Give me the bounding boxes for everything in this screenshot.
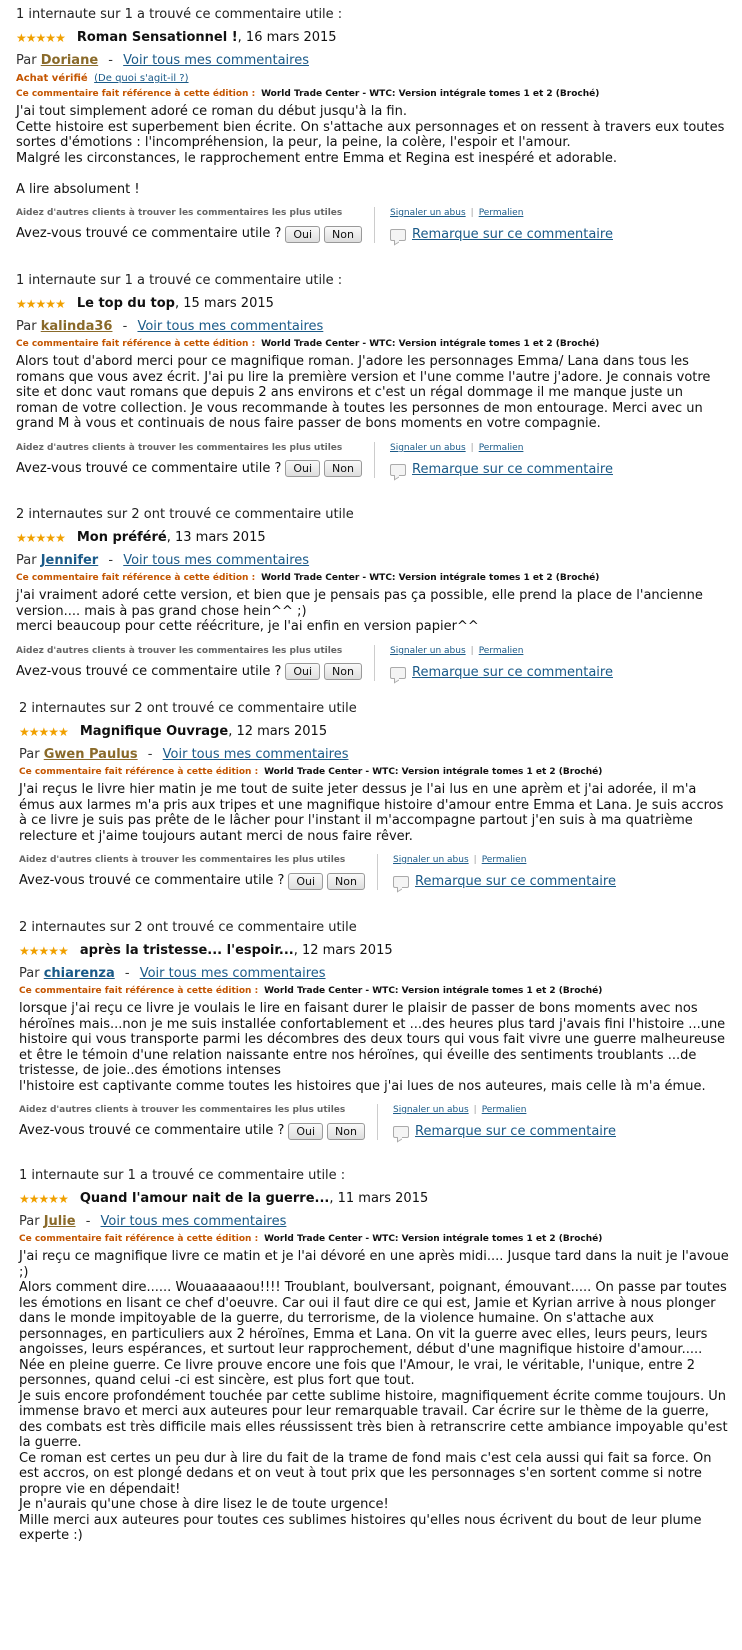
star-rating	[19, 945, 68, 957]
abuse-links	[393, 854, 723, 867]
star-icon: ★	[58, 944, 68, 958]
vote-area	[16, 645, 728, 685]
no-button[interactable]: Non	[324, 226, 362, 243]
remark-link[interactable]: Remarque sur ce commentaire	[415, 874, 616, 889]
vote-left	[16, 442, 378, 479]
yes-button[interactable]: Oui	[285, 460, 320, 477]
review-date: , 12 mars 2015	[293, 943, 393, 958]
byline	[16, 52, 728, 70]
vote-question-row	[16, 662, 378, 682]
separator: -	[124, 966, 130, 981]
edition-info	[16, 338, 728, 351]
comment-icon	[390, 667, 406, 679]
review-date: , 13 mars 2015	[166, 530, 266, 545]
review-title: Le top du top	[76, 296, 175, 311]
byline	[19, 965, 731, 983]
edition-label: Ce commentaire fait référence à cette édition :	[19, 1234, 259, 1244]
author-link[interactable]: Julie	[43, 1214, 76, 1229]
star-icon: ★	[55, 531, 65, 545]
by-label: Par	[16, 53, 37, 68]
yes-button[interactable]: Oui	[288, 1123, 323, 1140]
edition-value: World Trade Center - WTC: Version intégrale tomes 1 et 2 (Broché)	[261, 573, 600, 583]
star-icon: ★	[35, 297, 46, 311]
star-rating	[19, 726, 68, 738]
star-icon: ★	[16, 297, 26, 311]
verified-info-link[interactable]: (De quoi s'agit-il ?)	[94, 73, 189, 84]
star-icon: ★	[48, 1192, 59, 1206]
review-body: Alors tout d'abord merci pour ce magnifique roman. J'adore les personnages Emma/ Lana dans tous les romans que vous avez écrit. J'ai pu lire la première version et l'une comme l'autre j'adore. Je connais votre site et donc vaut romans que depuis 2 ans environs et c'est un régal dommage il me manque juste un roman de votre collection. Je vous recommande à toutes les personnes de mon entourage. Merci avec un grand M à vous et continuais de nous faire passer de bons moments en votre compagnie.	[16, 354, 711, 431]
see-all-reviews-link[interactable]: Voir tous mes commentaires	[139, 966, 326, 981]
star-icon: ★	[16, 31, 26, 45]
report-abuse-link[interactable]: Signaler un abus	[390, 208, 466, 218]
yes-button[interactable]: Oui	[288, 873, 323, 890]
remark-row	[390, 461, 720, 479]
star-icon: ★	[19, 725, 29, 739]
separator: -	[108, 553, 114, 568]
help-others-text: Aidez d'autres clients à trouver les commentaires les plus utiles	[19, 855, 346, 865]
review-body: lorsque j'ai reçu ce livre je voulais le lire en faisant durer le plaisir de passer de bons moments avec nos héroïnes mais...non je me suis installée confortablement et ...des heures plus tard j'avais fini l'histoire ...une histoire qui vous transporte parmi les décombres des deux tours qui vous fait vivre une guerre malheureuse et être le témoin d'une relation naissante entre nos héroïnes, qui éveille des sentiments troublants ...de tristesse, de joie..des émotions intenses l'histoire est captivante comme toutes les histoires que j'ai lues de nos auteures, mais celle là m'a émue.	[19, 1001, 726, 1094]
verified-purchase	[16, 72, 728, 86]
star-icon: ★	[28, 1192, 39, 1206]
byline	[19, 746, 731, 764]
report-abuse-link[interactable]: Signaler un abus	[390, 442, 466, 453]
review-title-row	[19, 942, 731, 960]
comment-icon	[393, 1126, 409, 1138]
abuse-links	[393, 1104, 723, 1117]
abuse-links	[390, 207, 720, 220]
star-rating	[16, 298, 65, 310]
no-button[interactable]: Non	[324, 460, 362, 477]
vote-left	[16, 645, 378, 682]
review-date: , 16 mars 2015	[237, 30, 337, 45]
review-title-row	[16, 295, 728, 313]
review-title-row	[16, 29, 728, 47]
helpful-count: 1 internaute sur 1 a trouvé ce commentaire utile :	[16, 273, 343, 288]
no-button[interactable]: Non	[324, 663, 362, 680]
star-icon: ★	[55, 297, 65, 311]
help-others-text: Aidez d'autres clients à trouver les commentaires les plus utiles	[16, 442, 343, 453]
star-icon: ★	[35, 531, 46, 545]
vertical-divider	[374, 207, 375, 243]
review-title: Magnifique Ouvrage	[79, 724, 229, 739]
report-abuse-link[interactable]: Signaler un abus	[393, 855, 469, 865]
vertical-divider	[377, 854, 378, 890]
star-icon: ★	[25, 297, 36, 311]
star-icon: ★	[35, 31, 46, 45]
vote-area	[19, 1104, 731, 1144]
edition-info	[19, 766, 731, 779]
by-label: Par	[16, 319, 37, 334]
abuse-links	[390, 442, 720, 455]
vote-question-row	[19, 1121, 381, 1141]
separator: -	[85, 1214, 91, 1229]
vertical-divider	[374, 442, 375, 478]
byline	[16, 318, 728, 336]
star-icon: ★	[45, 297, 56, 311]
by-label: Par	[16, 553, 37, 568]
yes-button[interactable]: Oui	[285, 226, 320, 243]
pipe-separator: |	[473, 1105, 477, 1115]
star-icon: ★	[45, 531, 56, 545]
vote-area	[19, 854, 731, 894]
vote-left	[16, 207, 378, 244]
vote-question-row	[19, 871, 381, 891]
edition-label: Ce commentaire fait référence à cette édition :	[19, 767, 259, 777]
edition-info	[19, 1233, 731, 1246]
star-icon: ★	[58, 725, 68, 739]
comment-icon	[390, 229, 406, 241]
by-label: Par	[19, 747, 40, 762]
separator: -	[108, 53, 113, 68]
remark-row	[393, 873, 723, 891]
author-link[interactable]: chiarenza	[43, 966, 115, 981]
report-abuse-link[interactable]: Signaler un abus	[393, 1105, 469, 1115]
star-icon: ★	[58, 1192, 68, 1206]
edition-label: Ce commentaire fait référence à cette édition :	[16, 89, 256, 99]
byline	[16, 552, 728, 570]
pipe-separator: |	[470, 442, 474, 453]
vote-question: Avez-vous trouvé ce commentaire utile ?	[19, 1123, 285, 1138]
review-title: Roman Sensationnel !	[76, 30, 238, 45]
no-button[interactable]: Non	[327, 1123, 365, 1140]
review-title-row	[19, 1190, 731, 1208]
review-title-row	[19, 723, 731, 741]
see-all-reviews-link[interactable]: Voir tous mes commentaires	[123, 53, 309, 68]
star-icon: ★	[19, 944, 29, 958]
verified-label: Achat vérifié	[16, 73, 88, 84]
star-icon: ★	[38, 944, 49, 958]
vote-left	[19, 1104, 381, 1141]
edition-info	[16, 572, 728, 585]
author-link[interactable]: Jennifer	[40, 553, 99, 568]
star-icon: ★	[48, 944, 59, 958]
star-icon: ★	[28, 944, 39, 958]
pipe-separator: |	[470, 208, 474, 218]
abuse-links	[390, 645, 720, 658]
vote-question: Avez-vous trouvé ce commentaire utile ?	[16, 460, 282, 476]
edition-value: World Trade Center - WTC: Version intégrale tomes 1 et 2 (Broché)	[261, 89, 600, 99]
vertical-divider	[374, 645, 375, 681]
permalink-link[interactable]: Permalien	[478, 645, 524, 656]
review	[19, 919, 731, 1144]
edition-value: World Trade Center - WTC: Version intégrale tomes 1 et 2 (Broché)	[264, 986, 603, 996]
vote-question-row	[16, 459, 378, 479]
edition-value: World Trade Center - WTC: Version intégrale tomes 1 et 2 (Broché)	[264, 767, 603, 777]
vertical-divider	[377, 1104, 378, 1140]
vote-question-row	[16, 224, 378, 244]
review	[16, 6, 728, 247]
remark-row	[393, 1123, 723, 1141]
no-button[interactable]: Non	[327, 873, 365, 890]
vote-area	[16, 442, 728, 482]
star-rating	[19, 1193, 68, 1205]
permalink-link[interactable]: Permalien	[478, 442, 524, 453]
remark-link[interactable]: Remarque sur ce commentaire	[412, 227, 613, 242]
see-all-reviews-link[interactable]: Voir tous mes commentaires	[137, 319, 324, 334]
star-icon: ★	[55, 31, 65, 45]
helpful-count: 2 internautes sur 2 ont trouvé ce commentaire utile	[19, 920, 357, 935]
help-others-text: Aidez d'autres clients à trouver les commentaires les plus utiles	[19, 1105, 346, 1115]
edition-info	[19, 985, 731, 998]
review-body: J'ai reçus le livre hier matin je me tout de suite jeter dessus je l'ai lus en une aprèm et j'ai adorée, il m'a émus aux larmes m'a pris aux tripes et une magnifique histoire d'amour entre Emma et Lana. Je suis accros à ce livre je suis pas prête de le lâcher pour l'instant il m'accompagne partout j'en suis à ma quatrième relecture et j'aime toujours autant merci de nous faire rêver.	[19, 782, 724, 844]
helpful-count: 1 internaute sur 1 a trouvé ce commentaire utile :	[16, 7, 343, 22]
vote-right	[390, 442, 720, 479]
star-icon: ★	[19, 1192, 29, 1206]
by-label: Par	[19, 966, 40, 981]
byline	[19, 1213, 731, 1231]
see-all-reviews-link[interactable]: Voir tous mes commentaires	[123, 553, 310, 568]
permalink-link[interactable]: Permalien	[481, 855, 527, 865]
star-icon: ★	[25, 31, 36, 45]
review-title: Mon préféré	[76, 530, 167, 545]
see-all-reviews-link[interactable]: Voir tous mes commentaires	[162, 747, 349, 762]
edition-value: World Trade Center - WTC: Version intégrale tomes 1 et 2 (Broché)	[261, 339, 600, 349]
see-all-reviews-link[interactable]: Voir tous mes commentaires	[100, 1214, 287, 1229]
review-title: après la tristesse... l'espoir...	[79, 943, 294, 958]
remark-link[interactable]: Remarque sur ce commentaire	[415, 1124, 616, 1139]
vote-right	[393, 1104, 723, 1141]
helpful-count: 2 internautes sur 2 ont trouvé ce commentaire utile	[19, 701, 357, 716]
pipe-separator: |	[470, 645, 474, 656]
author-link[interactable]: Doriane	[40, 53, 99, 68]
review-date: , 15 mars 2015	[174, 296, 274, 311]
author-link[interactable]: kalinda36	[40, 319, 113, 334]
remark-link[interactable]: Remarque sur ce commentaire	[412, 664, 613, 680]
star-icon: ★	[25, 531, 36, 545]
review-date: , 12 mars 2015	[228, 724, 328, 739]
review	[16, 506, 728, 685]
review-title: Quand l'amour nait de la guerre...	[79, 1191, 330, 1206]
permalink-link[interactable]: Permalien	[481, 1105, 527, 1115]
by-label: Par	[19, 1214, 40, 1229]
vote-area	[16, 207, 728, 247]
star-icon: ★	[45, 31, 56, 45]
star-rating	[16, 32, 65, 44]
separator: -	[122, 319, 128, 334]
remark-link[interactable]: Remarque sur ce commentaire	[412, 461, 613, 477]
remark-row	[390, 226, 720, 244]
star-icon: ★	[16, 531, 26, 545]
star-icon: ★	[48, 725, 59, 739]
helpful-count: 1 internaute sur 1 a trouvé ce commentaire utile :	[19, 1168, 346, 1183]
star-rating	[16, 532, 65, 544]
pipe-separator: |	[473, 855, 477, 865]
yes-button[interactable]: Oui	[285, 663, 320, 680]
review-body: j'ai vraiment adoré cette version, et bien que je pensais pas ça possible, elle prend la place de l'ancienne version.... mais à pas grand chose hein^^ ;) merci beaucoup pour cette réécriture, je l'ai enfin en version papier^^	[16, 588, 703, 634]
vote-right	[390, 645, 720, 682]
vote-question: Avez-vous trouvé ce commentaire utile ?	[19, 873, 285, 888]
review	[19, 700, 731, 894]
star-icon: ★	[38, 725, 49, 739]
helpful-count: 2 internautes sur 2 ont trouvé ce commentaire utile	[16, 507, 354, 522]
help-others-text: Aidez d'autres clients à trouver les commentaires les plus utiles	[16, 645, 343, 656]
vote-right	[393, 854, 723, 891]
vote-left	[19, 854, 381, 891]
permalink-link[interactable]: Permalien	[478, 208, 524, 218]
remark-row	[390, 664, 720, 682]
star-icon: ★	[38, 1192, 49, 1206]
review	[19, 1167, 731, 1544]
review-title-row	[16, 529, 728, 547]
help-others-text: Aidez d'autres clients à trouver les commentaires les plus utiles	[16, 208, 343, 218]
comment-icon	[390, 464, 406, 476]
edition-label: Ce commentaire fait référence à cette édition :	[16, 339, 256, 349]
author-link[interactable]: Gwen Paulus	[43, 747, 138, 762]
vote-question: Avez-vous trouvé ce commentaire utile ?	[16, 663, 282, 679]
review-body: J'ai reçu ce magnifique livre ce matin et je l'ai dévoré en une après midi.... Jusque tard dans la nuit je l'avoue ;) Alors comment dire...... Wouaaaaaou!!!! Troublant, boulversant, poignant, émouvant..... On passe par toutes les émotions en lisant ce chef d'oeuvre. Car oui il faut dire ce qui est, Jamie et Kyrian arrive à nous plonger dans le monde impitoyable de la guerre, du terrorisme, de la violence humaine. On s'attache aux personnages, en particuliers aux 2 héroïnes, Emma et Lana. On vit la guerre avec elles, leurs peurs, leurs angoisses, leurs espérances, et surtout leur rapprochement, début d'une magnifique histoire d'amour..... Née en pleine guerre. Ce livre prouve encore une fois que l'Amour, le vrai, le véritable, l'unique, entre 2 personnes, quand celui -ci est sincère, est plus fort que tout. Je suis encore profondément touchée par cette sublime histoire, magnifiquement écrite comme toujours. Un immense bravo et merci aux auteures pour leur remarquable travail. Car écrire sur le thème de la guerre, des combats est très difficile mais elles réussissent très bien à retranscrire cette ambiance impoyable qu'est la guerre. Ce roman est certes un peu dur à lire du fait de la trame de fond mais c'est cela aussi qui fait sa force. On est accros, on est plongé dedans et on veut à tout prix que les personnages s'en sortent comme si notre propre vie en dépendait! Je n'aurais qu'une chose à dire lisez le de toute urgence! Mille merci aux auteures pour toutes ces sublimes histoires qu'elles nous écrivent du bout de leur plume experte :)	[19, 1249, 729, 1543]
review	[16, 272, 728, 482]
star-icon: ★	[28, 725, 39, 739]
edition-info	[16, 88, 728, 101]
separator: -	[147, 747, 153, 762]
comment-icon	[393, 876, 409, 888]
edition-value: World Trade Center - WTC: Version intégrale tomes 1 et 2 (Broché)	[264, 1234, 603, 1244]
review-date: , 11 mars 2015	[329, 1191, 429, 1206]
vote-right	[390, 207, 720, 244]
edition-label: Ce commentaire fait référence à cette édition :	[19, 986, 259, 996]
review-body: J'ai tout simplement adoré ce roman du début jusqu'à la fin. Cette histoire est superbement bien écrite. On s'attache aux personnages et on ressent à travers eux toutes sortes d'émotions : l'incompréhension, la peur, la peine, la colère, l'espoir et l'amour. Malgré les circonstances, le rapprochement entre Emma et Regina est inespéré et adorable. A lire absolument !	[16, 104, 725, 197]
vote-question: Avez-vous trouvé ce commentaire utile ?	[16, 226, 282, 241]
report-abuse-link[interactable]: Signaler un abus	[390, 645, 466, 656]
edition-label: Ce commentaire fait référence à cette édition :	[16, 573, 256, 583]
